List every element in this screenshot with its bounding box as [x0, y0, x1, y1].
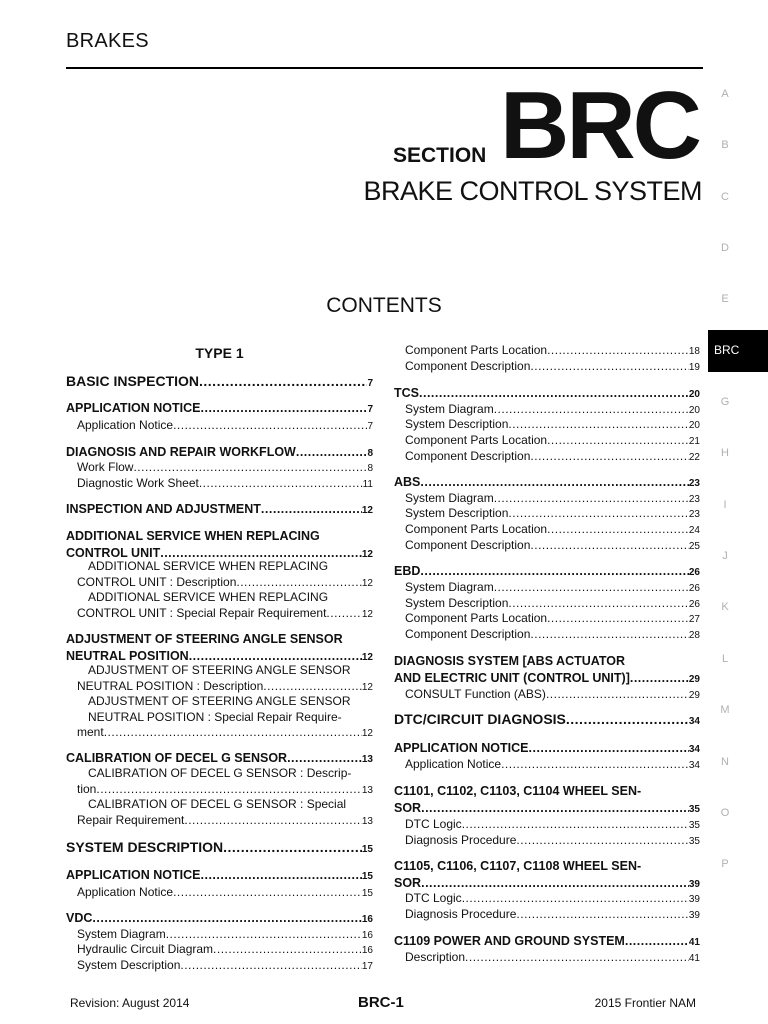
toc-entry-title: CALIBRATION OF DECEL G SENSOR — [66, 751, 288, 765]
toc-entry-add-service-req[interactable] — [66, 606, 373, 623]
dot-leader — [287, 751, 362, 767]
toc-entry-steer-adj-desc[interactable] — [66, 679, 373, 696]
toc-entry-title: Component Parts Location — [405, 433, 548, 447]
toc-page-number: 11 — [362, 479, 373, 490]
toc-entry-abs-cpl[interactable] — [394, 522, 700, 539]
dot-leader — [501, 757, 689, 773]
dot-leader — [508, 417, 689, 433]
dot-leader — [201, 868, 362, 884]
toc-page-number: 7 — [367, 378, 373, 389]
toc-entry-title: CONTROL UNIT : Description — [77, 574, 237, 589]
toc-entry-diag-sheet[interactable] — [66, 476, 373, 493]
toc-entry-title: CONSULT Function (ABS) — [405, 687, 546, 701]
toc-entry-line: ADJUSTMENT OF STEERING ANGLE SENSOR — [88, 694, 351, 708]
toc-page-number: 26 — [688, 567, 700, 578]
toc-entry-ebd[interactable] — [394, 564, 700, 581]
toc-page-number: 39 — [688, 894, 700, 905]
toc-entry-title: System Description — [405, 596, 509, 610]
toc-entry-title: Repair Requirement — [77, 812, 185, 827]
section-tab-l[interactable]: L — [721, 653, 729, 665]
footer-page-id: BRC-1 — [358, 994, 404, 1011]
dot-leader — [530, 538, 688, 554]
toc-page-number: 35 — [688, 820, 700, 831]
toc-page-number: 41 — [688, 937, 700, 948]
toc-page-number: 34 — [688, 744, 700, 755]
toc-entry-vdc[interactable] — [66, 911, 373, 928]
toc-page-number: 29 — [688, 674, 700, 685]
toc-entry-line: ADJUSTMENT OF STEERING ANGLE SENSOR — [66, 632, 343, 646]
toc-page-number: 8 — [367, 463, 373, 474]
toc-entry-title: NEUTRAL POSITION : Description — [77, 678, 264, 693]
dot-leader — [547, 343, 689, 359]
toc-page-number: 16 — [361, 914, 373, 925]
toc-entry-abs-cd[interactable] — [394, 538, 700, 555]
dot-leader — [547, 522, 689, 538]
toc-page-number: 12 — [361, 608, 373, 620]
dot-leader — [184, 813, 361, 829]
toc-page-number: 12 — [361, 577, 373, 589]
toc-entry-title: Component Parts Location — [405, 522, 548, 536]
section-tab-i[interactable]: I — [723, 499, 727, 511]
toc-page-number: 35 — [688, 836, 700, 847]
toc-entry-title: VDC — [66, 911, 93, 925]
section-code: BRC — [500, 72, 699, 179]
toc-entry-ebd-diagram[interactable] — [394, 580, 700, 597]
toc-entry-cd-top[interactable] — [394, 359, 700, 376]
toc-entry-add-service-desc[interactable] — [66, 575, 373, 592]
toc-entry-app-notice3-sub[interactable] — [394, 757, 700, 774]
dot-leader — [566, 712, 689, 728]
toc-entry-title: APPLICATION NOTICE — [66, 401, 201, 415]
toc-page-number: 15 — [361, 871, 373, 882]
dot-leader — [133, 460, 367, 476]
toc-page-number: 13 — [361, 815, 373, 827]
toc-entry-work-flow[interactable] — [66, 460, 373, 477]
section-tab-b[interactable]: B — [721, 139, 729, 151]
toc-page-number: 17 — [361, 961, 373, 972]
toc-entry-title: INSPECTION AND ADJUSTMENT — [66, 502, 261, 516]
toc-page-number: 34 — [688, 760, 700, 771]
section-tab-n[interactable]: N — [721, 756, 729, 768]
dot-leader — [421, 801, 689, 817]
toc-page-number: 23 — [688, 509, 700, 520]
toc-page-number: 12 — [361, 505, 373, 516]
toc-page-number: 39 — [688, 879, 700, 890]
toc-entry-c1109-desc[interactable] — [394, 950, 700, 967]
dot-leader — [529, 741, 689, 757]
dot-leader — [180, 958, 362, 974]
toc-page-number: 23 — [688, 478, 700, 489]
toc-entry-title: Work Flow — [77, 460, 134, 474]
toc-entry-title: ABS — [394, 475, 421, 489]
toc-entry-abs[interactable] — [394, 475, 700, 492]
toc-page-number: 15 — [361, 844, 373, 855]
dot-leader — [261, 502, 362, 518]
toc-entry-title: AND ELECTRIC UNIT (CONTROL UNIT)] — [394, 671, 630, 685]
section-tab-d[interactable]: D — [721, 242, 729, 254]
toc-entry-tcs[interactable] — [394, 386, 700, 403]
dot-leader — [173, 418, 367, 434]
toc-page-number: 12 — [361, 652, 373, 663]
toc-entry-title: C1109 POWER AND GROUND SYSTEM — [394, 934, 625, 948]
toc-entry-title: SYSTEM DESCRIPTION — [66, 839, 224, 855]
dot-leader — [420, 564, 688, 580]
toc-page-number: 13 — [361, 784, 373, 796]
dot-leader — [625, 934, 689, 950]
toc-page-number: 28 — [688, 630, 700, 641]
dot-leader — [530, 627, 688, 643]
toc-page-number: 25 — [688, 541, 700, 552]
toc-page-number: 35 — [688, 804, 700, 815]
dot-leader — [462, 817, 689, 833]
toc-entry-app-notice3[interactable] — [394, 741, 700, 758]
toc-entry-title: Component Description — [405, 627, 531, 641]
dot-leader — [547, 433, 689, 449]
toc-page-number: 22 — [688, 452, 700, 463]
toc-entry-line: NEUTRAL POSITION : Special Repair Require- — [88, 709, 342, 724]
toc-page-number: 12 — [361, 681, 373, 693]
dot-leader — [199, 476, 363, 492]
toc-entry-title: SOR — [394, 876, 422, 890]
toc-entry-title: System Description — [405, 506, 509, 520]
toc-entry-title: tion — [77, 781, 97, 796]
dot-leader — [494, 580, 689, 596]
toc-page-number: 12 — [361, 728, 373, 739]
toc-entry-app-notice2-sub[interactable] — [66, 885, 373, 902]
toc-entry-diag-sys[interactable] — [394, 671, 700, 688]
contents-heading: CONTENTS — [326, 294, 442, 317]
toc-entry-c1105-logic[interactable] — [394, 891, 700, 908]
toc-entry-app-notice-sub[interactable] — [66, 418, 373, 435]
toc-page-number: 13 — [361, 754, 373, 765]
dot-leader — [213, 942, 362, 958]
toc-entry-line: DIAGNOSIS SYSTEM [ABS ACTUATOR — [394, 654, 626, 668]
toc-entry-decel-cal-req[interactable] — [66, 813, 373, 830]
dot-leader — [166, 927, 362, 943]
section-tab-a[interactable]: A — [721, 88, 729, 100]
toc-entry-title: EBD — [394, 564, 421, 578]
toc-page-number: 12 — [361, 549, 373, 560]
dot-leader — [419, 386, 689, 402]
toc-entry-vdc-desc[interactable] — [66, 958, 373, 975]
dot-leader — [494, 402, 689, 418]
toc-entry-line: ADJUSTMENT OF STEERING ANGLE SENSOR — [88, 663, 351, 677]
toc-entry-title: System Description — [77, 958, 181, 972]
footer-revision: Revision: August 2014 — [70, 996, 190, 1010]
toc-entry-title: System Description — [405, 417, 509, 431]
toc-entry-title: APPLICATION NOTICE — [66, 868, 201, 882]
toc-page-number: 21 — [688, 436, 700, 447]
toc-entry-title: System Diagram — [405, 491, 494, 505]
toc-entry-title: TCS — [394, 386, 419, 400]
toc-entry-title: System Diagram — [405, 580, 494, 594]
toc-entry-title: Application Notice — [405, 757, 502, 771]
dot-leader — [201, 401, 368, 417]
toc-entry-line: CALIBRATION OF DECEL G SENSOR : Special — [88, 797, 347, 811]
toc-entry-title: Application Notice — [77, 885, 174, 899]
section-label: SECTION — [393, 144, 487, 167]
toc-entry-title: DIAGNOSIS AND REPAIR WORKFLOW — [66, 445, 296, 459]
dot-leader — [296, 445, 368, 461]
toc-entry-vdc-hydraulic[interactable] — [66, 942, 373, 959]
section-name: BRAKE CONTROL SYSTEM — [363, 176, 702, 206]
dot-leader — [516, 833, 688, 849]
dot-leader — [326, 606, 361, 622]
dot-leader — [462, 891, 689, 907]
toc-entry-title: Diagnosis Procedure — [405, 907, 517, 921]
toc-entry-tcs-cd[interactable] — [394, 449, 700, 466]
toc-page-number: 26 — [688, 583, 700, 594]
toc-entry-title: Description — [405, 950, 466, 964]
header-category: BRAKES — [66, 30, 149, 52]
toc-entry-c1109[interactable] — [394, 934, 700, 951]
toc-entry-title: Component Parts Location — [405, 611, 548, 625]
toc-page-number: 20 — [688, 420, 700, 431]
toc-page-number: 39 — [688, 910, 700, 921]
toc-entry-tcs-desc[interactable] — [394, 417, 700, 434]
footer-model: 2015 Frontier NAM — [594, 996, 696, 1010]
dot-leader — [508, 506, 689, 522]
toc-entry-steer-adj-req[interactable] — [66, 725, 373, 742]
toc-entry-title: CONTROL UNIT : Special Repair Requirement — [77, 605, 327, 620]
toc-entry-app-notice[interactable] — [66, 401, 373, 418]
toc-page-number: 23 — [688, 494, 700, 505]
toc-entry-ebd-cd[interactable] — [394, 627, 700, 644]
section-tab-o[interactable]: O — [720, 807, 730, 819]
section-tab-m[interactable]: M — [720, 704, 730, 716]
toc-page-number: 19 — [688, 362, 700, 373]
toc-type-label: TYPE 1 — [195, 345, 244, 361]
toc-entry-title: NEUTRAL POSITION — [66, 649, 189, 663]
toc-entry-title: Component Description — [405, 359, 531, 373]
toc-entry-c1101[interactable] — [394, 801, 700, 818]
toc-entry-title: DTC Logic — [405, 891, 462, 905]
section-tab-j[interactable]: J — [722, 550, 728, 562]
toc-entry-c1105-proc[interactable] — [394, 907, 700, 924]
toc-entry-title: System Diagram — [405, 402, 494, 416]
toc-entry-ebd-cpl[interactable] — [394, 611, 700, 628]
dot-leader — [547, 611, 689, 627]
toc-page-number: 7 — [367, 404, 373, 415]
toc-entry-line: C1101, C1102, C1103, C1104 WHEEL SEN- — [394, 784, 642, 798]
dot-leader — [104, 725, 362, 741]
section-tab-g[interactable]: G — [720, 396, 730, 408]
dot-leader — [199, 374, 367, 390]
toc-entry-cpl-top[interactable] — [394, 343, 700, 360]
toc-entry-line: CALIBRATION OF DECEL G SENSOR : Descrip- — [88, 766, 352, 780]
dot-leader — [508, 596, 689, 612]
toc-entry-title: System Diagram — [77, 927, 166, 941]
dot-leader — [421, 876, 689, 892]
toc-entry-title: SOR — [394, 801, 422, 815]
toc-page-number: 20 — [688, 405, 700, 416]
dot-leader — [96, 782, 362, 798]
dot-leader — [92, 911, 361, 927]
toc-entry-line: ADDITIONAL SERVICE WHEN REPLACING — [88, 559, 329, 573]
section-tab-active[interactable]: BRC — [708, 330, 768, 372]
toc-entry-title: DTC/CIRCUIT DIAGNOSIS — [394, 711, 566, 727]
toc-entry-line: C1105, C1106, C1107, C1108 WHEEL SEN- — [394, 859, 642, 873]
dot-leader — [516, 907, 688, 923]
toc-entry-title: ment — [77, 725, 104, 739]
toc-entry-system-desc[interactable] — [66, 840, 373, 858]
toc-entry-title: APPLICATION NOTICE — [394, 741, 529, 755]
dot-leader — [420, 475, 688, 491]
toc-entry-app-notice2[interactable] — [66, 868, 373, 885]
dot-leader — [173, 885, 362, 901]
dot-leader — [465, 950, 689, 966]
toc-page-number: 27 — [688, 614, 700, 625]
toc-entry-title: Component Description — [405, 449, 531, 463]
section-tab-h[interactable]: H — [721, 447, 729, 459]
toc-entry-dtc-diag[interactable] — [394, 712, 700, 730]
toc-entry-title: Component Parts Location — [405, 343, 548, 357]
toc-entry-basic-inspection[interactable] — [66, 374, 373, 392]
dot-leader — [494, 491, 689, 507]
toc-entry-abs-desc[interactable] — [394, 506, 700, 523]
toc-page-number: 16 — [361, 945, 373, 956]
dot-leader — [236, 575, 362, 591]
section-tab-e[interactable]: E — [721, 293, 729, 305]
toc-page-number: 20 — [688, 389, 700, 400]
toc-page-number: 41 — [688, 953, 700, 964]
dot-leader — [530, 449, 688, 465]
toc-entry-title: DTC Logic — [405, 817, 462, 831]
toc-page-number: 15 — [361, 888, 373, 899]
toc-entry-line: ADDITIONAL SERVICE WHEN REPLACING — [66, 529, 320, 543]
toc-entry-title: BASIC INSPECTION — [66, 373, 200, 389]
toc-entry-decel-cal-desc[interactable] — [66, 782, 373, 799]
toc-entry-title: CONTROL UNIT — [66, 546, 161, 560]
toc-page-number: 26 — [688, 599, 700, 610]
toc-page-number: 29 — [688, 690, 700, 701]
toc-entry-title: Diagnosis Procedure — [405, 833, 517, 847]
toc-entry-c1101-proc[interactable] — [394, 833, 700, 850]
dot-leader — [630, 671, 689, 687]
section-tab-c[interactable]: C — [721, 191, 729, 203]
header-rule — [66, 67, 703, 69]
toc-page-number: 24 — [688, 525, 700, 536]
toc-entry-title: Component Description — [405, 538, 531, 552]
toc-page-number: 8 — [367, 448, 373, 459]
toc-page-number: 18 — [688, 346, 700, 357]
toc-entry-title: Hydraulic Circuit Diagram — [77, 942, 214, 956]
dot-leader — [263, 679, 362, 695]
toc-entry-c1101-logic[interactable] — [394, 817, 700, 834]
toc-entry-insp-adj[interactable] — [66, 502, 373, 519]
dot-leader — [223, 840, 362, 856]
toc-entry-title: Diagnostic Work Sheet — [77, 476, 199, 490]
toc-page-number: 7 — [367, 421, 373, 432]
toc-page-number: 34 — [688, 716, 700, 727]
toc-page-number: 16 — [361, 930, 373, 941]
toc-entry-title: Application Notice — [77, 418, 174, 432]
toc-entry-line: ADDITIONAL SERVICE WHEN REPLACING — [88, 590, 329, 604]
toc-entry-consult[interactable] — [394, 687, 700, 704]
section-tab-p[interactable]: P — [721, 858, 729, 870]
dot-leader — [530, 359, 688, 375]
section-tab-k[interactable]: K — [721, 601, 729, 613]
toc-entry-tcs-cpl[interactable] — [394, 433, 700, 450]
dot-leader — [546, 687, 689, 703]
